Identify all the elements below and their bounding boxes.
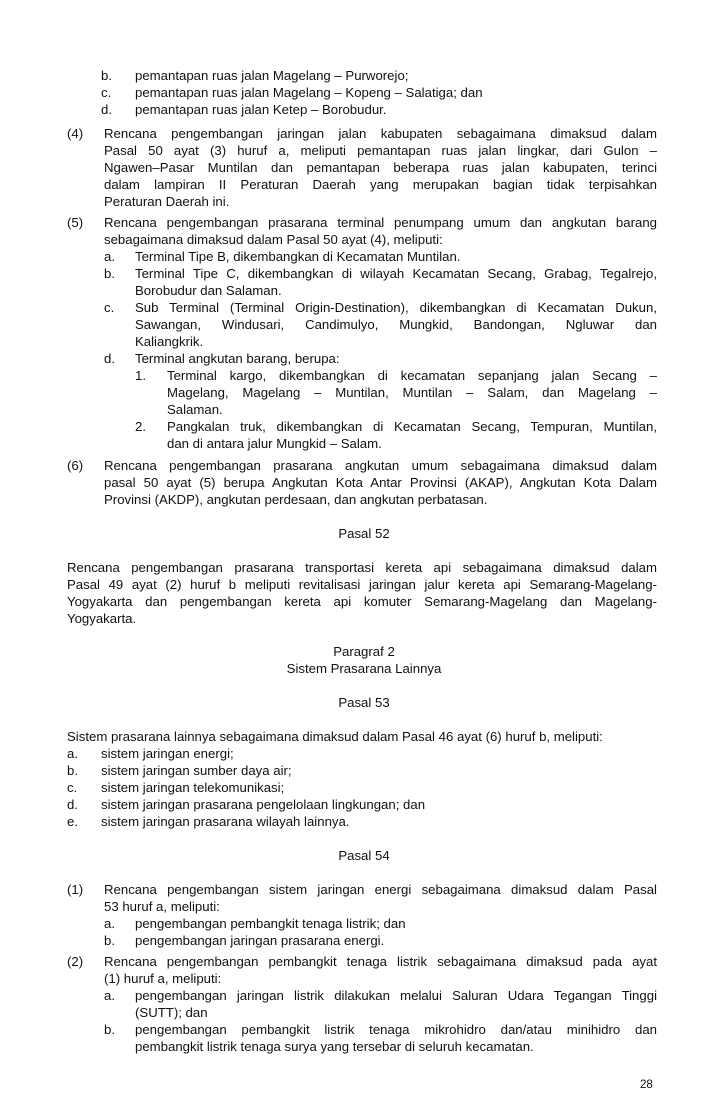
paragraph-line: Rencana pengembangan prasarana terminal penumpang umum dan angkutan barang — [104, 215, 657, 230]
paragraph-line: Peraturan Daerah ini. — [104, 194, 230, 209]
list-label: d. — [67, 797, 78, 812]
item-number: (1) — [67, 882, 84, 897]
paragraph-line: Sistem prasarana lainnya sebagaimana dimaksud dalam Pasal 46 ayat (6) huruf b, meliputi: — [67, 729, 603, 744]
list-item-text: pengembangan pembangkit tenaga listrik; dan — [135, 916, 406, 931]
list-item-text: Terminal angkutan barang, berupa: — [135, 351, 340, 366]
list-label: c. — [101, 85, 112, 100]
list-item-text: Terminal Tipe B, dikembangkan di Kecamatan Muntilan. — [135, 249, 461, 264]
paragraph-line: Rencana pengembangan prasarana angkutan umum sebagaimana dimaksud dalam — [104, 458, 657, 473]
sublist-item-text: Magelang, Magelang – Muntilan, Muntilan – Salam, dan Magelang – — [167, 385, 657, 400]
section-subheading: Sistem Prasarana Lainnya — [286, 661, 442, 676]
list-label: b. — [104, 933, 115, 948]
list-item-text: pemantapan ruas jalan Magelang – Kopeng – Salatiga; dan — [135, 85, 483, 100]
list-label: c. — [104, 300, 115, 315]
sublist-item-text: dan di antara jalur Mungkid – Salam. — [167, 436, 382, 451]
list-item-text: sistem jaringan prasarana pengelolaan lingkungan; dan — [101, 797, 426, 812]
list-item-text: pengembangan jaringan prasarana energi. — [135, 933, 385, 948]
list-label: b. — [104, 1022, 115, 1037]
article-heading: Pasal 53 — [338, 695, 390, 710]
paragraph-line: Rencana pengembangan pembangkit tenaga listrik sebagaimana dimaksud pada ayat — [104, 954, 657, 969]
list-label: d. — [104, 351, 115, 366]
paragraph-line: dalam lampiran II Peraturan Daerah yang merupakan bagian tidak terpisahkan — [104, 177, 657, 192]
paragraph-line: sebagaimana dimaksud dalam Pasal 50 ayat (4), meliputi: — [104, 232, 443, 247]
list-item-text: Terminal Tipe C, dikembangkan di wilayah Kecamatan Secang, Grabag, Tegalrejo, — [135, 266, 657, 281]
item-number: (6) — [67, 458, 84, 473]
paragraph-line: (1) huruf a, meliputi: — [104, 971, 222, 986]
list-label: e. — [67, 814, 78, 829]
list-label: a. — [104, 988, 115, 1003]
paragraph-line: Pasal 50 ayat (3) huruf a, meliputi pemantapan ruas jalan lingkar, dari Gulon – — [104, 143, 657, 158]
list-item-text: (SUTT); dan — [135, 1005, 208, 1020]
list-item-text: sistem jaringan sumber daya air; — [101, 763, 292, 778]
list-label: a. — [67, 746, 78, 761]
item-number: (4) — [67, 126, 84, 141]
article-heading: Pasal 54 — [338, 848, 390, 863]
paragraph-line: Yogyakarta dan pengembangan kereta api komuter Semarang-Magelang dan Magelang- — [67, 594, 657, 609]
list-label: b. — [104, 266, 115, 281]
list-item-text: pengembangan jaringan listrik dilakukan melalui Saluran Udara Tegangan Tinggi — [135, 988, 657, 1003]
list-item-text: pemantapan ruas jalan Ketep – Borobudur. — [135, 102, 387, 117]
sublist-label: 1. — [135, 368, 146, 383]
list-label: b. — [67, 763, 78, 778]
list-label: a. — [104, 916, 115, 931]
paragraph-line: Provinsi (AKDP), angkutan perdesaan, dan angkutan perbatasan. — [104, 492, 488, 507]
list-item-text: sistem jaringan energi; — [101, 746, 234, 761]
sublist-label: 2. — [135, 419, 146, 434]
sublist-item-text: Pangkalan truk, dikembangkan di Kecamatan Secang, Tempuran, Muntilan, — [167, 419, 657, 434]
list-item-text: Borobudur dan Salaman. — [135, 283, 282, 298]
item-number: (5) — [67, 215, 84, 230]
list-label: d. — [101, 102, 112, 117]
list-label: a. — [104, 249, 115, 264]
paragraph-line: Rencana pengembangan sistem jaringan energi sebagaimana dimaksud dalam Pasal — [104, 882, 657, 897]
paragraph-line: Yogyakarta. — [67, 611, 137, 626]
list-label: c. — [67, 780, 78, 795]
list-label: b. — [101, 68, 112, 83]
sublist-item-text: Salaman. — [167, 402, 223, 417]
paragraph-line: Ngawen–Pasar Muntilan dan pemantapan beberapa ruas jalan kabupaten, terinci — [104, 160, 657, 175]
list-item-text: sistem jaringan prasarana wilayah lainnya. — [101, 814, 350, 829]
paragraph-line: pasal 50 ayat (5) berupa Angkutan Kota Antar Provinsi (AKAP), Angkutan Kota Dalam — [104, 475, 657, 490]
list-item-text: pemantapan ruas jalan Magelang – Purworejo; — [135, 68, 409, 83]
item-number: (2) — [67, 954, 84, 969]
page-number: 28 — [640, 1079, 653, 1091]
list-item-text: pengembangan pembangkit listrik tenaga mikrohidro dan/atau minihidro dan — [135, 1022, 657, 1037]
list-item-text: Sawangan, Windusari, Candimulyo, Mungkid, Bandongan, Ngluwar dan — [135, 317, 657, 332]
paragraph-line: Rencana pengembangan jaringan jalan kabupaten sebagaimana dimaksud dalam — [104, 126, 657, 141]
paragraph-line: Pasal 49 ayat (2) huruf b meliputi revitalisasi jaringan jalur kereta api Semarang-Magelang- — [67, 577, 657, 592]
list-item-text: Sub Terminal (Terminal Origin-Destination), dikembangkan di Kecamatan Dukun, — [135, 300, 657, 315]
paragraph-line: Rencana pengembangan prasarana transportasi kereta api sebagaimana dimaksud dalam — [67, 560, 657, 575]
list-item-text: sistem jaringan telekomunikasi; — [101, 780, 285, 795]
sublist-item-text: Terminal kargo, dikembangkan di kecamatan sepanjang jalan Secang – — [167, 368, 657, 383]
list-item-text: Kaliangkrik. — [135, 334, 204, 349]
paragraph-line: 53 huruf a, meliputi: — [104, 899, 220, 914]
list-item-text: pembangkit listrik tenaga surya yang tersebar di seluruh kecamatan. — [135, 1039, 534, 1054]
article-heading: Pasal 52 — [338, 526, 390, 541]
section-heading: Paragraf 2 — [333, 644, 395, 659]
